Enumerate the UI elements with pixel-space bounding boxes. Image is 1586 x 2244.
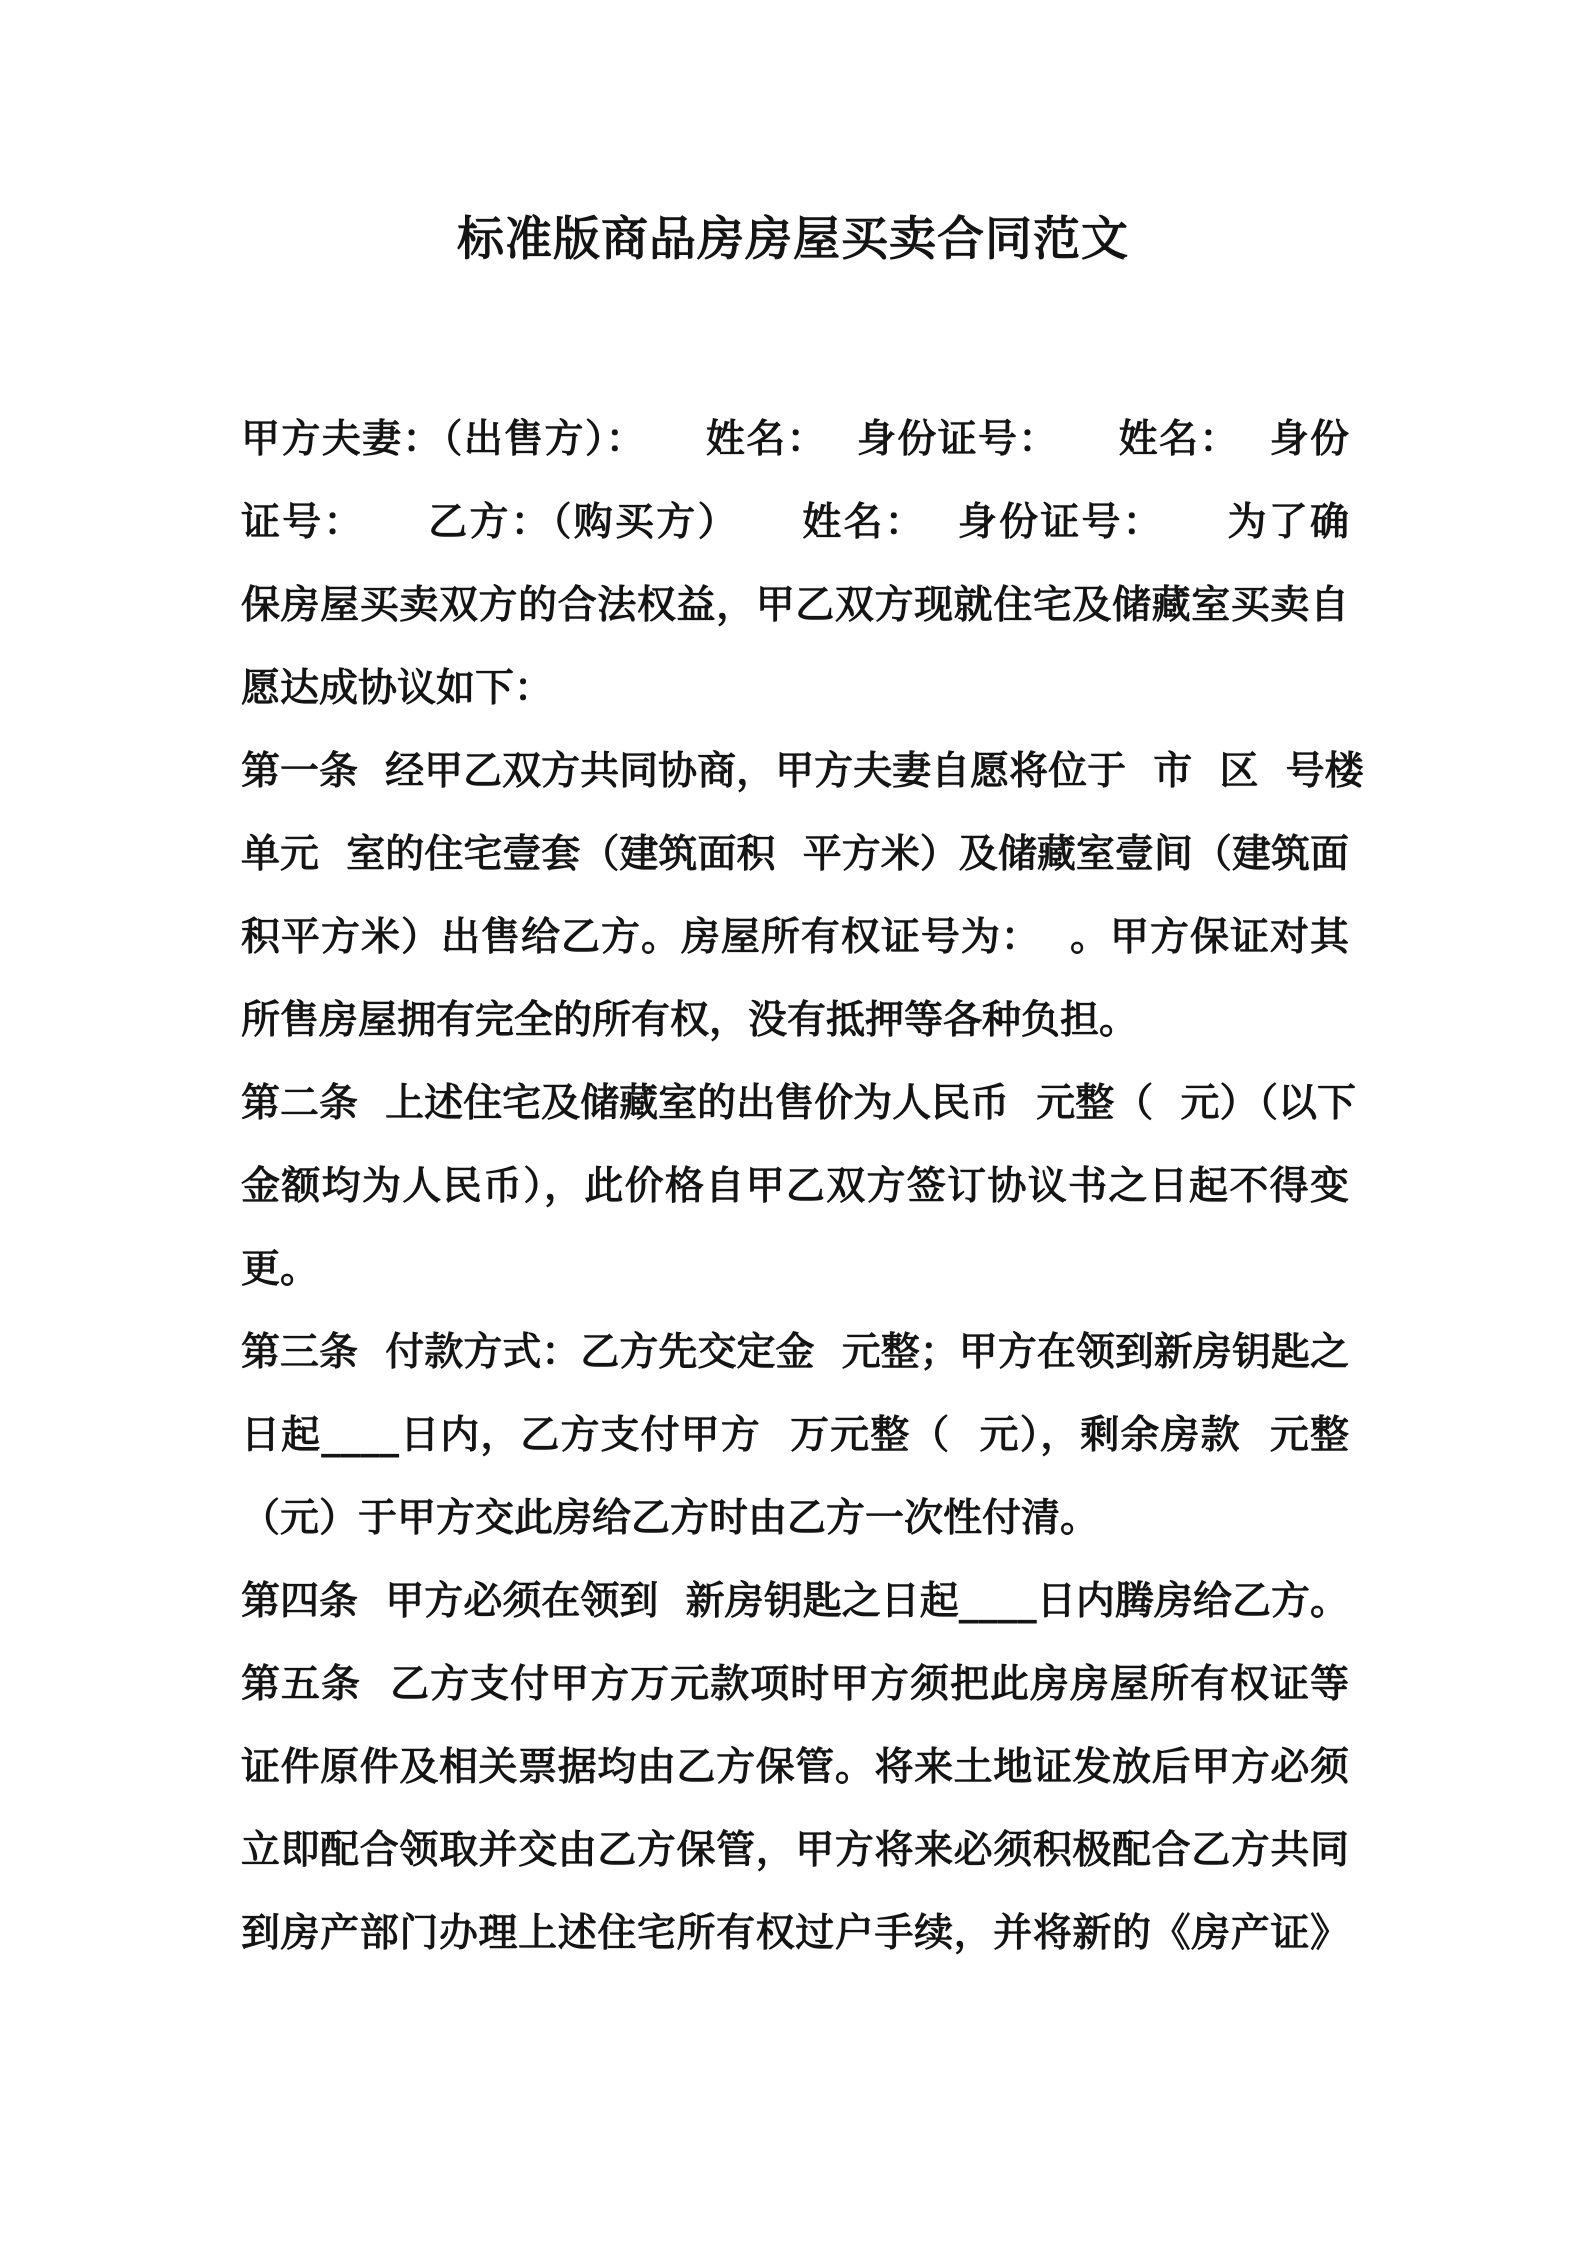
body-line: 日起____日内，乙方支付甲方 万元整（ 元），剩余房款 元整 xyxy=(241,1413,1349,1458)
body-line: 金额均为人民币），此价格自甲乙双方签订协议书之日起不得变 xyxy=(241,1164,1349,1209)
body-line: 第一条 经甲乙双方共同协商，甲方夫妻自愿将位于 市 区 号楼 xyxy=(241,749,1364,794)
body-line: 积平方米）出售给乙方。房屋所有权证号为： 。甲方保证对其 xyxy=(241,915,1349,960)
body-line: 证号： 乙方：（购买方） 姓名： 身份证号： 为了确 xyxy=(241,500,1349,545)
body-line: 证件原件及相关票据均由乙方保管。将来土地证发放后甲方必须 xyxy=(241,1745,1349,1790)
body-line: （元）于甲方交此房给乙方时由乙方一次性付清。 xyxy=(241,1496,1100,1541)
body-line: 单元 室的住宅壹套（建筑面积 平方米）及储藏室壹间（建筑面 xyxy=(241,832,1349,877)
body-line: 第五条 乙方支付甲方万元款项时甲方须把此房房屋所有权证等 xyxy=(241,1662,1349,1707)
document-body xyxy=(241,398,1364,1975)
body-line: 甲方夫妻：（出售方）： 姓名： 身份证号： 姓名： 身份 xyxy=(241,417,1349,462)
body-line: 第三条 付款方式：乙方先交定金 元整；甲方在领到新房钥匙之 xyxy=(241,1330,1349,1375)
body-line: 第二条 上述住宅及储藏室的出售价为人民币 元整（ 元）（以下 xyxy=(241,1081,1356,1126)
document-title: 标准版商品房房屋买卖合同范文 xyxy=(457,212,1129,267)
body-line: 更。 xyxy=(241,1247,320,1292)
body-line: 愿达成协议如下： xyxy=(241,666,554,711)
body-line: 所售房屋拥有完全的所有权，没有抵押等各种负担。 xyxy=(241,998,1139,1043)
body-line: 保房屋买卖双方的合法权益，甲乙双方现就住宅及储藏室买卖自 xyxy=(241,583,1349,628)
body-line: 第四条 甲方必须在领到 新房钥匙之日起____日内腾房给乙方。 xyxy=(241,1579,1349,1624)
body-line: 立即配合领取并交由乙方保管，甲方将来必须积极配合乙方共同 xyxy=(241,1828,1349,1873)
body-line: 到房产部门办理上述住宅所有权过户手续，并将新的《房产证》 xyxy=(241,1911,1349,1956)
